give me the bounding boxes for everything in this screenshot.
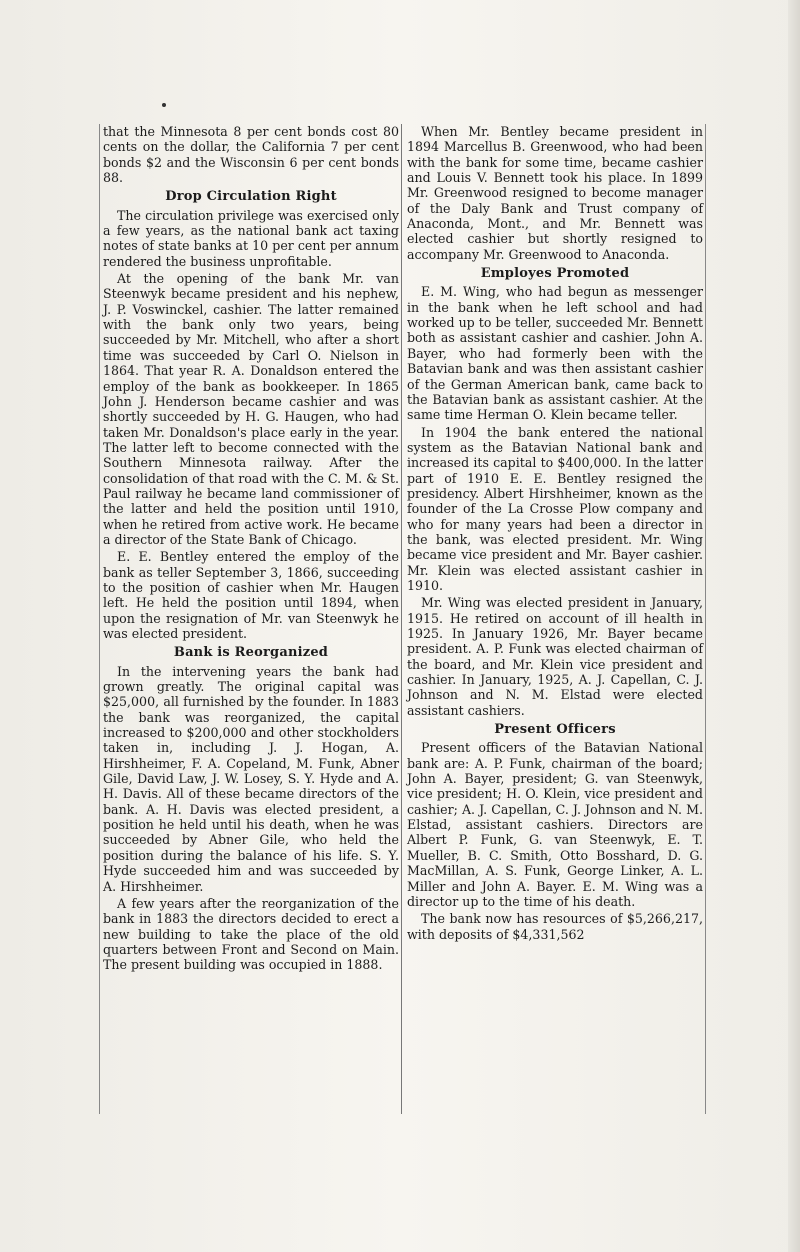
heading-bank-reorganized: Bank is Reorganized bbox=[173, 645, 329, 661]
paragraph: The bank now has resources of $5,266,217, with deposits of $4,331,562 bbox=[407, 911, 703, 942]
clipping-right-border bbox=[705, 124, 706, 1114]
paragraph: Present officers of the Batavian National bank are: A. P. Funk, chairman of the board; John A. Bayer, president; G. van Steenwyk, vice president; H. O. Klein, vice president and cashier; A. J. Capellan, C. J. Johnson and N. M. Elstad, assistant cashiers. Directors are Albert P. Funk, G. van Steenwyk, E. T. Mueller, B. C. Smith, Otto Bosshard, D. G. MacMillan, A. S. Funk, George Linker, A. L. Miller and John A. Bayer. E. M. Wing was a director up to the time of his death. bbox=[407, 740, 703, 909]
paragraph: E. E. Bentley entered the employ of the bank as teller September 3, 1866, succeeding to the position of cashier when Mr. Haugen left. He held the position until 1894, when upon the resignation of Mr. van Steenwyk he was elected president. bbox=[103, 549, 399, 641]
paragraph: The circulation privilege was exercised only a few years, as the national bank act taxing notes of state banks at 10 per cent per annum rendered the business unprofitable. bbox=[103, 207, 399, 269]
paragraph: At the opening of the bank Mr. van Steenwyk became president and his nephew, J. P. Voswinckel, cashier. The latter remained with the bank only two years, being succeeded by Mr. Mitchell, who after a short time was succeeded by Carl O. Nielson in 1864. That year R. A. Donaldson entered the employ of the bank as bookkeeper. In 1865 John J. Henderson became cashier and was shortly succeeded by H. G. Haugen, who had taken Mr. Donaldson's place early in the year. The latter left to become connected with the Southern Minnesota railway. After the consolidation of that road with the C. M. & St. Paul railway he became land commissioner of the latter and held the position until 1910, when he retired from active work. He became a director of the State Bank of Chicago. bbox=[103, 271, 399, 547]
heading-present-officers: Present Officers bbox=[494, 722, 616, 738]
heading-drop-circulation: Drop Circulation Right bbox=[165, 189, 337, 205]
paragraph-intro: that the Minnesota 8 per cent bonds cost 80 cents on the dollar, the California 7 per cent bonds $2 and the Wisconsin 6 per cent bonds 88. bbox=[103, 124, 399, 186]
paragraph: When Mr. Bentley became president in 1894 Marcellus B. Greenwood, who had been with the bank for some time, became cashier and Louis V. Bennett took his place. In 1899 Mr. Greenwood resigned to become manager of the Daly Bank and Trust company of Anaconda, Mont., and Mr. Bennett was elected cashier but shortly resigned to accompany Mr. Greenwood to Anaconda. bbox=[407, 124, 703, 262]
paragraph: Mr. Wing was elected president in January, 1915. He retired on account of ill health in 1925. In January 1926, Mr. Bayer became president. A. P. Funk was elected chairman of the board, and Mr. Klein vice president and cashier. In January, 1925, A. J. Capellan, C. J. Johnson and N. M. Elstad were elected assistant cashiers. bbox=[407, 595, 703, 718]
paragraph: E. M. Wing, who had begun as messenger in the bank when he left school and had worked up to be teller, succeeded Mr. Bennett both as assistant cashier and cashier. John A. Bayer, who had formerly been with the Batavian bank and was then assistant cashier of the German American bank, came back to the Batavian bank as assistant cashier. At the same time Herman O. Klein became teller. bbox=[407, 284, 703, 423]
right-column bbox=[407, 124, 703, 944]
ink-speck bbox=[162, 103, 166, 107]
left-column bbox=[103, 124, 399, 975]
paragraph: In the intervening years the bank had grown greatly. The original capital was $25,000, all furnished by the founder. In 1883 the bank was reorganized, the capital increased to $200,000 and other stockholders taken in, including J. J. Hogan, A. Hirshheimer, F. A. Copeland, M. Funk, Abner Gile, David Law, J. W. Losey, S. Y. Hyde and A. H. Davis. All of these became directors of the bank. A. H. Davis was elected president, a position he held until his death, when he was succeeded by Abner Gile, who held the position during the balance of his life. S. Y. Hyde succeeded him and was succeeded by A. Hirshheimer. bbox=[103, 663, 399, 894]
clipping-left-border bbox=[99, 124, 100, 1114]
page-edge bbox=[788, 0, 800, 1252]
paragraph: In 1904 the bank entered the national system as the Batavian National bank and increased its capital to $400,000. In the latter part of 1910 E. E. Bentley resigned the presidency. Albert Hirshheimer, known as the founder of the La Crosse Plow company and who for many years had been a director in the bank, was elected president. Mr. Wing became vice president and Mr. Bayer cashier. Mr. Klein was elected assistant cashier in 1910. bbox=[407, 424, 703, 593]
paragraph: A few years after the reorganization of the bank in 1883 the directors decided to erect a new building to take the place of the old quarters between Front and Second on Main. The present building was occupied in 1888. bbox=[103, 895, 399, 973]
column-divider bbox=[401, 124, 402, 1114]
heading-employes-promoted: Employes Promoted bbox=[480, 266, 630, 282]
